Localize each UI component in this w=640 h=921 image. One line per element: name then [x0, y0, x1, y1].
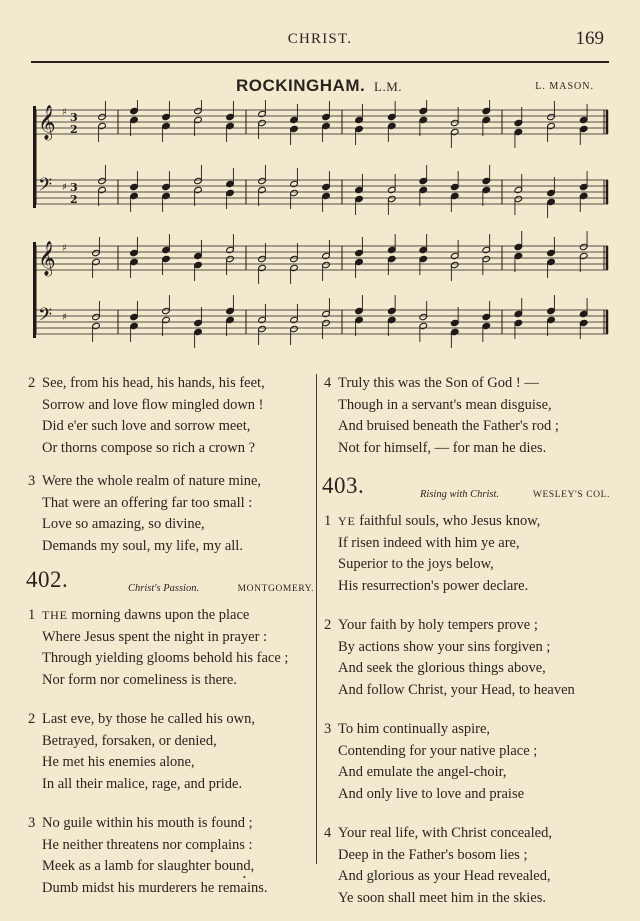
key-signature: ♯: [62, 107, 67, 118]
time-signature-top: 3: [70, 181, 78, 194]
hymn-403-verse-2: [324, 615, 610, 701]
verse-number: 4: [324, 375, 332, 391]
verse-number: 2: [324, 617, 332, 633]
hymn-402-verse-3: [28, 813, 314, 899]
verse-line: Were the whole realm of nature mine,: [42, 473, 262, 489]
treble-clef-icon: 𝄞: [38, 241, 56, 276]
verse-line: If risen indeed with him ye are,: [338, 534, 520, 551]
verse-line: Or thorns compose so rich a crown ?: [42, 439, 256, 456]
hymn-number: 402.: [26, 567, 69, 592]
header-rule: [31, 61, 609, 63]
hymn-402-heading: [28, 569, 314, 599]
right-column: [324, 373, 610, 921]
time-signature-bottom: 2: [70, 123, 78, 136]
verse-line: And bruised beneath the Father's rod ;: [338, 418, 559, 434]
verse-line: [42, 605, 314, 627]
verse-line: Last eve, by those he called his own,: [42, 711, 256, 727]
verse-line: Not for himself, — for man he dies.: [338, 439, 547, 456]
tune-composer: L. MASON.: [535, 81, 594, 92]
time-signature-bottom: 2: [70, 193, 78, 206]
verse-line-rest: morning dawns upon the place: [67, 607, 250, 623]
verse-line: Though in a servant's mean disguise,: [338, 396, 552, 413]
tune-heading: [0, 76, 640, 98]
verse-line: Through yielding glooms behold his face ;: [42, 650, 289, 666]
verse-line: And seek the glorious things above,: [338, 660, 546, 676]
verse-line: Where Jesus spent the night in prayer :: [42, 628, 268, 645]
hymn-number: 403.: [322, 473, 365, 498]
hymn-401-verse-3: [28, 471, 314, 557]
hymn-403-verse-3: [324, 719, 610, 805]
hymn-author: WESLEY'S COL.: [532, 490, 610, 500]
column-divider: [316, 374, 317, 864]
page-number: 169: [575, 28, 604, 49]
print-mark: •: [243, 873, 246, 882]
left-column: [28, 373, 314, 911]
hymn-subject: Christ's Passion.: [128, 583, 200, 594]
verse-number: 3: [28, 473, 36, 489]
verse-line: See, from his head, his hands, his feet,: [42, 375, 265, 391]
verse-line: To him continually aspire,: [338, 721, 491, 737]
verse-line: In all their malice, rage, and pride.: [42, 775, 243, 792]
music-score: [0, 100, 640, 362]
verse-line: Your real life, with Christ concealed,: [338, 825, 552, 841]
key-signature: ♯: [62, 243, 67, 254]
verse-line: And follow Christ, your Head, to heaven: [338, 681, 575, 698]
tune-meter: L.M.: [374, 79, 402, 94]
running-title: CHRIST.: [287, 31, 353, 47]
key-signature: ♯: [62, 312, 67, 323]
verse-line: By actions show your sins forgiven ;: [338, 638, 551, 655]
hymn-403-verse-4: [324, 823, 610, 909]
drop-word: THE: [42, 608, 68, 622]
hymn-403-heading: [324, 475, 610, 505]
verse-line: Your faith by holy tempers prove ;: [338, 617, 538, 633]
hymn-403-verse-1: [324, 511, 610, 597]
key-signature: ♯: [62, 182, 67, 193]
verse-number: 4: [324, 825, 332, 841]
hymn-402-verse-4: [324, 373, 610, 459]
verse-line: [338, 511, 610, 533]
verse-line: Love so amazing, so divine,: [42, 516, 205, 532]
verse-number: 1: [324, 513, 332, 529]
bass-clef-icon: 𝄢: [38, 175, 53, 200]
verse-number: 3: [28, 815, 36, 831]
treble-clef-icon: 𝄞: [38, 105, 56, 140]
verse-line: No guile within his mouth is found ;: [42, 815, 253, 831]
verse-line: Nor form nor comeliness is there.: [42, 671, 237, 688]
verse-line: Meek as a lamb for slaughter bound,: [42, 858, 255, 874]
verse-number: 1: [28, 607, 36, 623]
verse-line: Dumb midst his murderers he remains.: [42, 879, 268, 896]
verse-line: He met his enemies alone,: [42, 754, 195, 770]
verse-line: Ye soon shall meet him in the skies.: [338, 889, 546, 906]
verse-line: And emulate the angel-choir,: [338, 764, 507, 780]
verse-line: Truly this was the Son of God ! —: [338, 375, 539, 391]
hymn-401-verse-2: [28, 373, 314, 459]
score-staves: [33, 100, 608, 348]
time-signature-top: 3: [70, 111, 78, 124]
tune-name: ROCKINGHAM.: [236, 76, 366, 95]
verse-line: Contending for your native place ;: [338, 742, 538, 759]
verse-line: Betrayed, forsaken, or denied,: [42, 732, 217, 749]
verse-number: 3: [324, 721, 332, 737]
verse-number: 2: [28, 375, 36, 391]
drop-word: YE: [338, 514, 356, 528]
verse-line: Demands my soul, my life, my all.: [42, 537, 243, 554]
hymn-402-verse-2: [28, 709, 314, 795]
verse-line: Did e'er such love and sorrow meet,: [42, 418, 251, 434]
verse-line: He neither threatens nor complains :: [42, 836, 253, 853]
verse-line-rest: faithful souls, who Jesus know,: [355, 513, 541, 529]
verse-line: And glorious as your Head revealed,: [338, 868, 551, 884]
verse-line: Sorrow and love flow mingled down !: [42, 396, 264, 413]
bass-clef-icon: 𝄢: [38, 305, 53, 330]
verse-line: And only live to love and praise: [338, 785, 525, 802]
verse-line: His resurrection's power declare.: [338, 577, 529, 594]
hymn-subject: Rising with Christ.: [420, 489, 500, 500]
hymn-author: MONTGOMERY.: [237, 584, 314, 594]
verse-line: That were an offering far too small :: [42, 494, 253, 511]
verse-number: 2: [28, 711, 36, 727]
verse-line: Deep in the Father's bosom lies ;: [338, 846, 528, 863]
verse-line: Superior to the joys below,: [338, 556, 494, 572]
hymn-402-verse-1: [28, 605, 314, 691]
